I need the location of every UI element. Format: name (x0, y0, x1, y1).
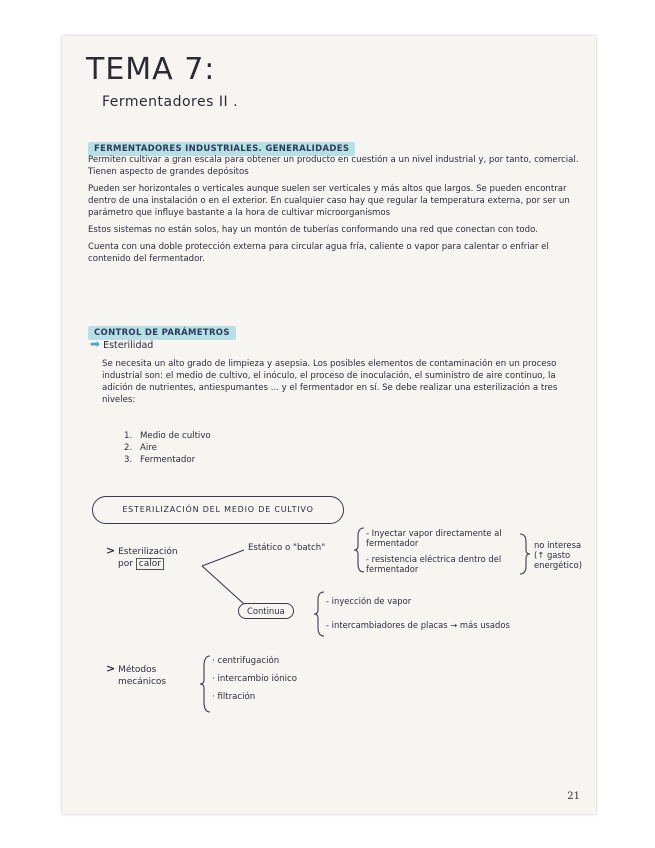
list-item: · intercambio iónico (212, 674, 297, 684)
connector-line (202, 550, 244, 566)
page-title: TEMA 7: (86, 52, 216, 87)
brace-line (520, 534, 530, 574)
list-item: - intercambiadores de placas → más usados (326, 620, 510, 630)
mecanicos-items (212, 656, 297, 702)
estatico-items (366, 528, 518, 574)
connector-line (202, 566, 244, 604)
list-item: - Inyectar vapor directamente al fermentador (366, 528, 502, 548)
section1-heading: FERMENTADORES INDUSTRIALES. GENERALIDADES (88, 142, 355, 156)
section2-paragraph: Se necesita un alto grado de limpieza y asepsia. Los posibles elementos de contaminación en un proceso industrial son: el medio de cultivo, el inóculo, el proceso de inoculación, el suministro de aire continuo, la adición de nutrientes, antiespumantes ... y el fermentador en sí. Se debe realizar una esterilización a tres niveles: (102, 359, 558, 405)
list-item: · centrifugación (212, 656, 280, 666)
section1-paragraph: Estos sistemas no están solos, hay un montón de tuberías conformando una red que conectan con todo. (88, 225, 538, 235)
notebook-page (62, 36, 596, 814)
page-number: 21 (567, 791, 580, 802)
page-subtitle: Fermentadores II . (102, 94, 239, 110)
list-item: 1. Medio de cultivo (124, 431, 211, 441)
arrow-right-icon: ➡ (90, 337, 101, 351)
continua-items (326, 596, 586, 630)
section2-heading: CONTROL DE PARÁMETROS (88, 326, 236, 340)
list-item: 3. Fermentador (124, 455, 196, 465)
calor-label: > Esterilización por calor (106, 544, 178, 569)
list-item: · filtración (212, 692, 256, 702)
continua-label-wrap (238, 606, 294, 616)
calor-boxed: calor (136, 558, 164, 570)
diagram-cloud-title: ESTERILIZACIÓN DEL MEDIO DE CULTIVO (92, 496, 344, 524)
continua-label: Continua (238, 603, 294, 619)
section1-paragraph: Permiten cultivar a gran escala para obtener un producto en cuestión a un nivel industrial y, por tanto, comercial. Tienen aspecto de grandes depósitos (88, 155, 579, 177)
diagram-connectors (62, 36, 596, 814)
list-item: - inyección de vapor (326, 596, 412, 606)
section1-paragraph: Cuenta con una doble protección externa para circular agua fría, caliente o vapor para calentar o enfriar el contenido del fermentador. (88, 242, 549, 264)
list-item: 2. Aire (124, 443, 157, 453)
mecanicos-label: > Métodos mecánicos (106, 662, 167, 687)
estatico-label: Estático o "batch" (248, 543, 326, 553)
brace-line (200, 656, 210, 712)
brace-line (354, 528, 364, 572)
brace-line (314, 592, 324, 636)
section1-paragraph: Pueden ser horizontales o verticales aunque suelen ser verticales y más altos que largos. Se pueden encontrar dentro de una instalación o en el exterior. En cualquier caso hay que regular la temperatura externa, por ser un parámetro que influye bastante a la hora de cultivar microorganismos (88, 184, 570, 218)
estatico-note: no interesa (↑ gasto energético) (534, 540, 582, 570)
list-item: - resistencia eléctrica dentro del fermentador (366, 554, 502, 574)
esterilidad-subheading: Esterilidad (103, 340, 154, 351)
